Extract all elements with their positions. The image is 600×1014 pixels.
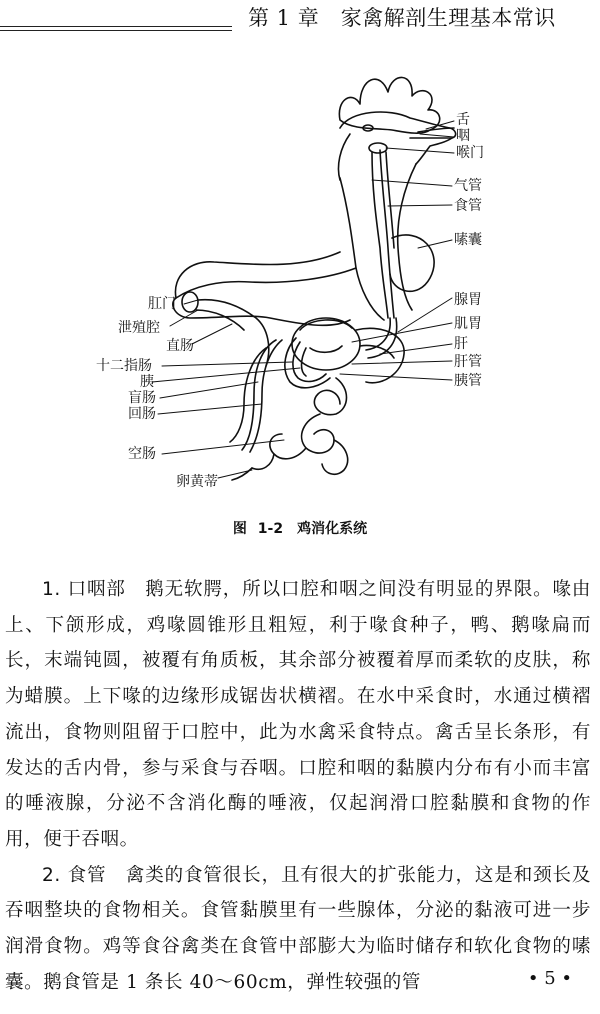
- label-tongue: 舌: [456, 112, 470, 128]
- figure-caption: 图 1-2 鸡消化系统: [232, 521, 368, 537]
- section-heading: 1. 口咽部: [42, 579, 126, 600]
- label-pancreas: 胰: [140, 374, 154, 390]
- label-proventriculus: 腺胃: [454, 292, 482, 308]
- chicken-digestive-illustration: [0, 48, 600, 508]
- header-rule-thin: [0, 30, 232, 31]
- paragraph-oropharynx: [5, 572, 591, 858]
- label-cloaca: 泄殖腔: [118, 320, 160, 336]
- header-rule: [0, 26, 232, 27]
- page-number: • 5 •: [527, 968, 572, 989]
- label-rectum: 直肠: [166, 338, 194, 354]
- chicken-digestive-figure: [0, 48, 600, 508]
- label-gizzard: 肌胃: [454, 316, 482, 332]
- label-larynx: 喉门: [456, 145, 484, 161]
- label-pancreatic-duct: 胰管: [454, 373, 482, 389]
- running-header: 第 1 章 家禽解剖生理基本常识: [248, 6, 556, 30]
- label-yolk-stalk: 卵黄蒂: [176, 474, 218, 490]
- section-heading: 2. 食管: [42, 864, 107, 886]
- label-esophagus: 食管: [454, 198, 482, 214]
- label-duodenum: 十二指肠: [96, 358, 152, 374]
- label-cecum: 盲肠: [128, 390, 156, 406]
- label-bile-duct: 肝管: [454, 354, 482, 370]
- body-text: [5, 572, 591, 1000]
- label-pharynx: 咽: [456, 128, 470, 144]
- label-trachea: 气管: [454, 178, 482, 194]
- label-liver: 肝: [454, 336, 468, 352]
- paragraph-esophagus: [5, 858, 591, 1001]
- label-jejunum: 空肠: [128, 446, 156, 462]
- paragraph-text: 鹅无软腭，所以口腔和咽之间没有明显的界限。喙由上、下颌形成，鸡喙圆锥形且粗短，利于喙食种子，鸭、鹅喙扁而长，末端钝圆，被覆有角质板，其余部分被覆着厚而柔软的皮肤，称为蜡膜。上下喙的边缘形成锯齿状横褶。在水中采食时，水通过横褶流出，食物则阻留于口腔中，此为水禽采食特点。禽舌呈长条形，有发达的舌内骨，参与采食与吞咽。口腔和咽的黏膜内分布有小而丰富的唾液腺，分泌不含消化酶的唾液，仅起润滑口腔黏膜和食物的作用，便于吞咽。: [5, 579, 591, 850]
- label-ileum: 回肠: [128, 406, 156, 422]
- label-crop: 嗉囊: [454, 232, 482, 248]
- paragraph-text: 禽类的食管很长，且有很大的扩张能力，这是和颈长及吞咽整块的食物相关。食管黏膜里有一些腺体，分泌的黏液可进一步润滑食物。鸡等食谷禽类在食管中部膨大为临时储存和软化食物的嗉囊。鹅食管是 1 条长 40～60cm，弹性较强的管: [5, 864, 591, 993]
- label-anus: 肛门: [148, 296, 176, 312]
